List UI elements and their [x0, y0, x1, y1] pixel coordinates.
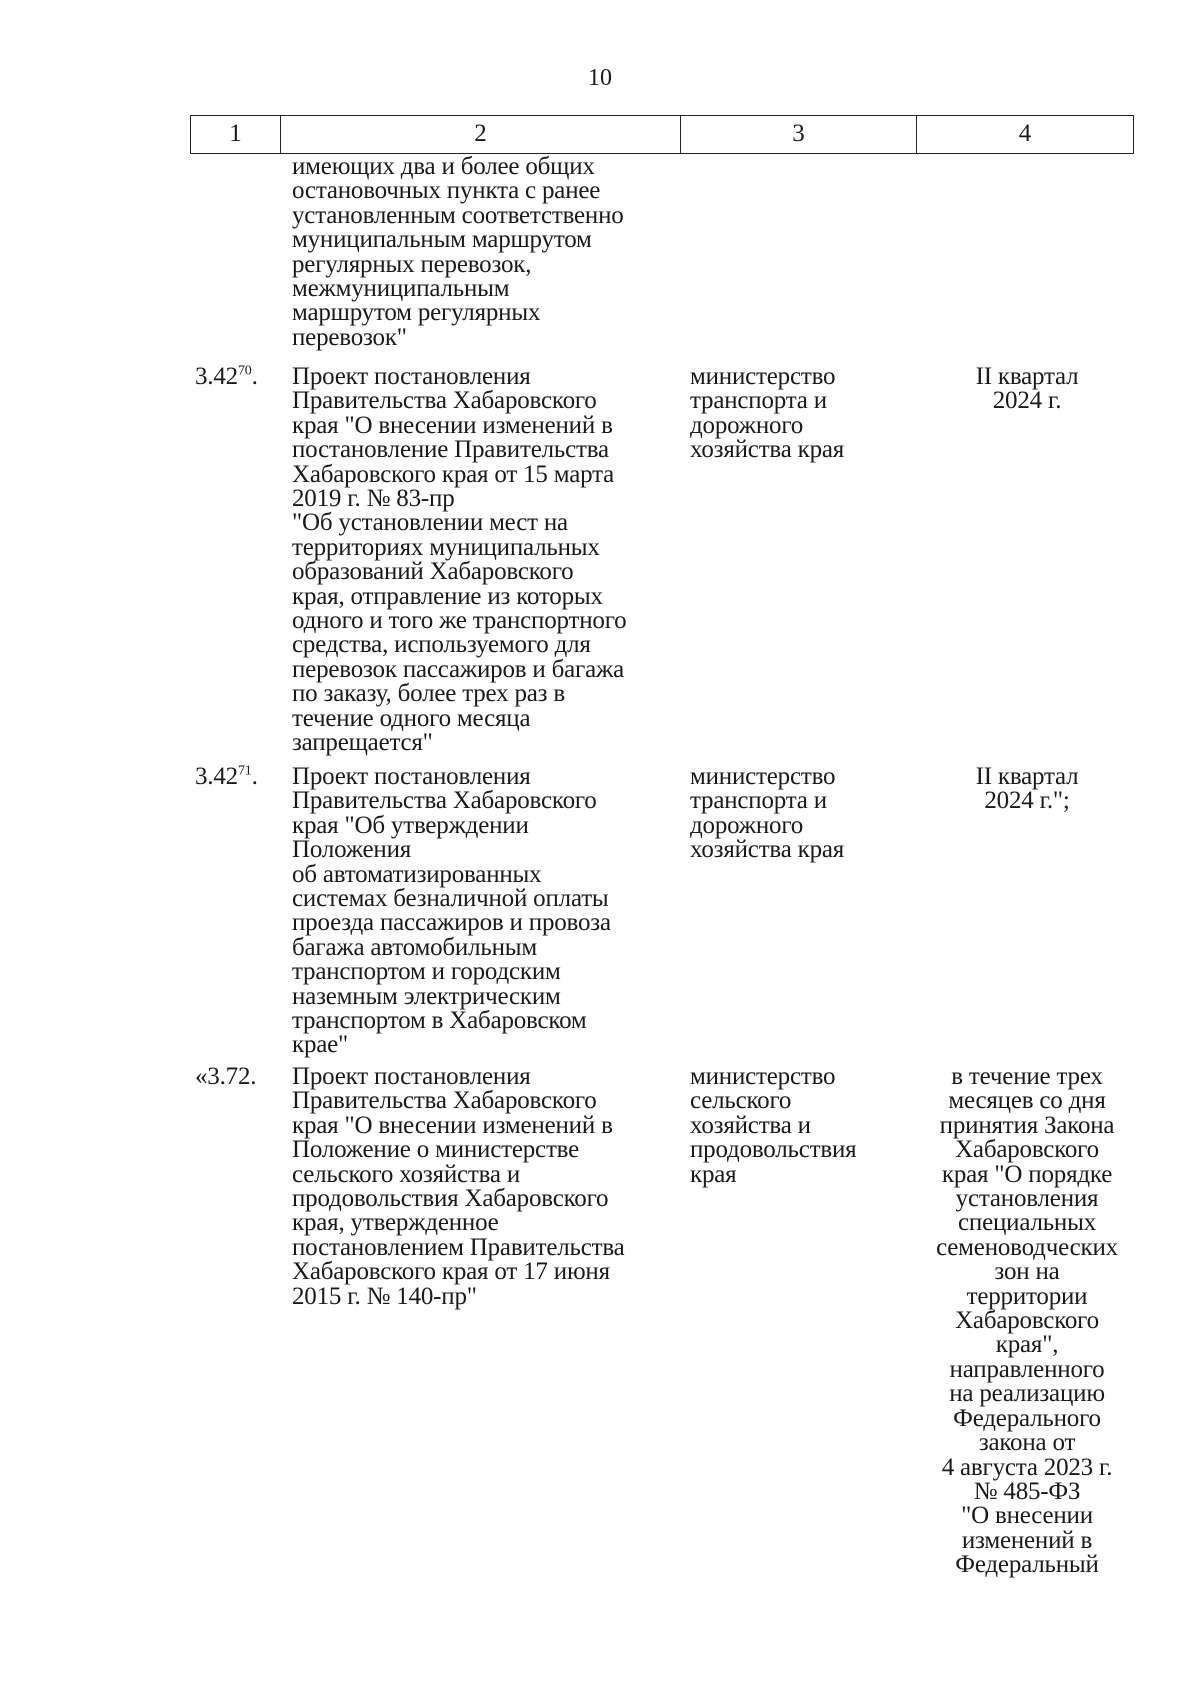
row-description [292, 765, 682, 1058]
text-line: 2024 г."; [984, 787, 1070, 815]
table-header [190, 115, 1134, 154]
text-line: направленного [949, 1355, 1105, 1383]
header-col-2: 2 [281, 116, 681, 153]
text-line: Хабаровского края от 17 июня [292, 1258, 610, 1286]
text-line: на реализацию [949, 1380, 1105, 1408]
text-line: II квартал [975, 363, 1079, 390]
text-line: остановочных пункта с ранее [292, 177, 601, 205]
text-line: дорожного [690, 811, 804, 839]
text-line: края "О внесении изменений в [292, 1111, 613, 1139]
text-line: установленным соответственно [292, 201, 624, 229]
text-line: Проект постановления [292, 763, 531, 790]
text-line: министерство [690, 1063, 836, 1090]
text-line: края", [995, 1331, 1059, 1359]
text-line: хозяйства края [690, 836, 845, 864]
text-line: об автоматизированных [292, 860, 542, 888]
row-number-main: 3.42 [195, 363, 238, 390]
text-line: "О внесении [961, 1502, 1093, 1530]
text-line: регулярных перевозок, [292, 250, 532, 278]
text-line: Правительства Хабаровского [292, 787, 597, 815]
text-line: транспорта и [690, 387, 827, 415]
text-line: перевозок пассажиров и багажа [292, 655, 624, 683]
row-number-sup: 70 [237, 363, 252, 379]
text-line: Правительства Хабаровского [292, 387, 597, 415]
text-line: 2015 г. № 140-пр" [292, 1282, 477, 1310]
text-line: 2024 г. [992, 387, 1062, 415]
text-line: специальных [958, 1209, 1096, 1237]
row-number [195, 1065, 283, 1089]
text-line: наземным электрическим [292, 982, 561, 1010]
text-line: муниципальным маршрутом [292, 226, 592, 254]
text-line: семеноводческих [936, 1233, 1118, 1261]
text-line: продовольствия [690, 1136, 857, 1164]
text-line: постановление Правительства [292, 436, 609, 464]
text-line: транспортом в Хабаровском [292, 1007, 587, 1035]
header-col-4: 4 [1018, 120, 1032, 147]
row-number-sup: 71 [237, 763, 252, 779]
row-description [292, 155, 682, 350]
row-deadline [922, 1065, 1132, 1578]
row-number-suffix: . [251, 763, 258, 790]
row-number-suffix: . [251, 363, 258, 390]
text-line: 2019 г. № 83-пр [292, 485, 455, 513]
row-number [195, 365, 283, 389]
text-line: Положения [292, 836, 412, 864]
text-line: Положение о министерстве [292, 1136, 580, 1164]
header-col-3: 3 [681, 116, 917, 153]
text-line: Федерального [953, 1404, 1101, 1432]
page-number: 10 [588, 65, 612, 91]
text-line: № 485-ФЗ [973, 1477, 1081, 1505]
text-line: края [690, 1160, 737, 1188]
text-line: проезда пассажиров и провоза [292, 909, 611, 937]
row-responsible [690, 365, 905, 463]
text-line: запрещается" [292, 729, 433, 757]
text-line: 4 августа 2023 г. [941, 1453, 1113, 1481]
text-line: месяцев со дня [948, 1087, 1106, 1115]
text-line: по заказу, более трех раз в [292, 680, 565, 708]
text-line: министерство [690, 363, 836, 390]
text-line: II квартал [975, 763, 1079, 790]
text-line: Проект постановления [292, 1063, 531, 1090]
text-line: края "О порядке [941, 1160, 1113, 1188]
text-line: продовольствия Хабаровского [292, 1185, 609, 1213]
text-line: Хабаровского [955, 1136, 1099, 1164]
text-line: средства, используемого для [292, 631, 591, 659]
text-line: Проект постановления [292, 363, 531, 390]
text-line: Хабаровского края от 15 марта [292, 460, 615, 488]
text-line: имеющих два и более общих [292, 153, 595, 180]
text-line: края "Об утверждении [292, 811, 529, 839]
text-line: транспортом и городским [292, 958, 561, 986]
text-line: Федеральный [955, 1551, 1099, 1579]
text-line: течение одного месяца [292, 704, 531, 732]
text-line: края "О внесении изменений в [292, 411, 613, 439]
text-line: "Об установлении мест на [292, 509, 568, 537]
row-responsible [690, 1065, 905, 1187]
text-line: межмуниципальным [292, 275, 510, 303]
text-line: министерство [690, 763, 836, 790]
text-line: одного и того же транспортного [292, 607, 627, 635]
text-line: принятия Закона [939, 1111, 1115, 1139]
row-description [292, 365, 682, 756]
text-line: территории [966, 1282, 1088, 1310]
text-line: края, утвержденное [292, 1209, 499, 1237]
text-line: закона от [978, 1429, 1076, 1457]
row-number-main: «3.72. [195, 1063, 257, 1090]
text-line: образований Хабаровского [292, 558, 574, 586]
text-line: багажа автомобильным [292, 933, 537, 961]
text-line: в течение трех [951, 1063, 1103, 1090]
row-responsible [690, 765, 905, 863]
text-line: Правительства Хабаровского [292, 1087, 597, 1115]
text-line: территориях муниципальных [292, 533, 600, 561]
text-line: крае" [292, 1031, 349, 1059]
header-col-1: 1 [191, 116, 281, 153]
row-number-main: 3.42 [195, 763, 238, 790]
text-line: постановлением Правительства [292, 1233, 625, 1261]
text-line: дорожного [690, 411, 804, 439]
row-deadline [922, 765, 1132, 814]
text-line: маршрутом регулярных [292, 299, 541, 327]
text-line: сельского [690, 1087, 792, 1115]
row-description [292, 1065, 682, 1309]
text-line: хозяйства и [690, 1111, 811, 1139]
text-line: установления [955, 1185, 1099, 1213]
text-line: края, отправление из которых [292, 582, 603, 610]
text-line: зон на [994, 1258, 1060, 1286]
row-number [195, 765, 283, 789]
text-line: транспорта и [690, 787, 827, 815]
text-line: изменений в [961, 1526, 1093, 1554]
text-line: Хабаровского [955, 1307, 1099, 1335]
text-line: перевозок" [292, 323, 407, 351]
text-line: системах безналичной оплаты [292, 885, 609, 913]
text-line: хозяйства края [690, 436, 845, 464]
row-deadline [922, 365, 1132, 414]
text-line: сельского хозяйства и [292, 1160, 521, 1188]
